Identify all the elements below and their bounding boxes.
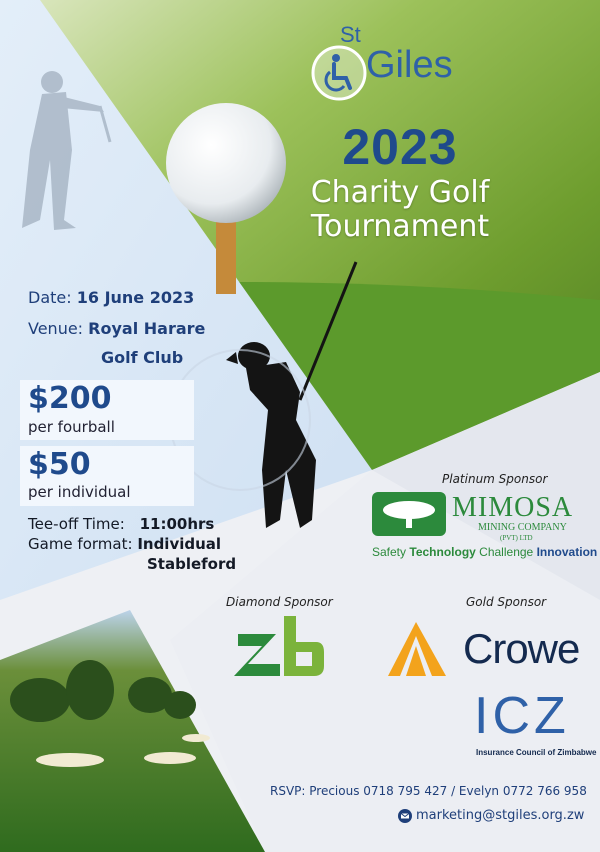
price-fourball-sub: per fourball	[28, 418, 115, 436]
format-label: Game format:	[28, 535, 133, 553]
venue-row2	[101, 348, 183, 367]
logo-st-text: St	[340, 22, 361, 47]
gold-label: Gold Sponsor	[466, 595, 547, 609]
price-individual-sub: per individual	[28, 483, 131, 501]
venue-label: Venue:	[28, 319, 84, 338]
mimosa-name: MIMOSA	[452, 492, 574, 523]
crowe-logo: Crowe	[463, 625, 580, 672]
teeoff-value: 11:00hrs	[139, 515, 215, 533]
icz-sub: Insurance Council of Zimbabwe	[476, 748, 597, 757]
title-line2: Tournament	[310, 209, 490, 244]
gold-sponsor-triangle-icon	[386, 620, 448, 678]
venue-line1: Royal Harare	[88, 319, 206, 338]
format-line2: Stableford	[147, 555, 237, 573]
mimosa-tree-icon	[372, 492, 446, 536]
logo-giles-text: Giles	[366, 44, 453, 86]
teeoff-label: Tee-off Time:	[28, 515, 125, 533]
teeoff-row	[28, 515, 214, 533]
price-fourball: $200	[28, 381, 112, 416]
wheelchair-logo-icon	[310, 44, 368, 102]
format-line1: Individual	[137, 535, 222, 553]
email-icon	[398, 809, 412, 823]
tagline-word-1: Safety	[372, 545, 407, 559]
price-individual: $50	[28, 447, 91, 482]
venue-row	[28, 319, 205, 338]
mimosa-sub: MINING COMPANY	[478, 522, 567, 533]
diamond-label: Diamond Sponsor	[226, 595, 333, 609]
title-year: 2023	[342, 119, 458, 175]
platinum-label: Platinum Sponsor	[442, 472, 548, 486]
golf-tee	[216, 214, 236, 294]
tagline-word-2: Technology	[409, 545, 476, 559]
mimosa-tagline	[372, 545, 597, 559]
date-value: 16 June 2023	[76, 288, 195, 307]
icz-logo: ICZ	[474, 687, 570, 745]
golf-ball	[166, 103, 286, 223]
tagline-word-4: Innovation	[536, 545, 598, 559]
format-row2	[147, 555, 236, 573]
email-text: marketing@stgiles.org.zw	[416, 808, 585, 823]
tagline-word-3: Challenge	[479, 545, 534, 559]
date-row	[28, 288, 194, 307]
mimosa-pvt: (PVT) LTD	[500, 534, 533, 542]
date-label: Date:	[28, 288, 72, 307]
rsvp-text: RSVP: Precious 0718 795 427 / Evelyn 0772 766 958	[270, 784, 587, 798]
zb-logo-icon	[232, 614, 326, 680]
format-row	[28, 535, 221, 553]
title-line1: Charity Golf	[310, 175, 490, 210]
venue-line2: Golf Club	[101, 348, 184, 367]
